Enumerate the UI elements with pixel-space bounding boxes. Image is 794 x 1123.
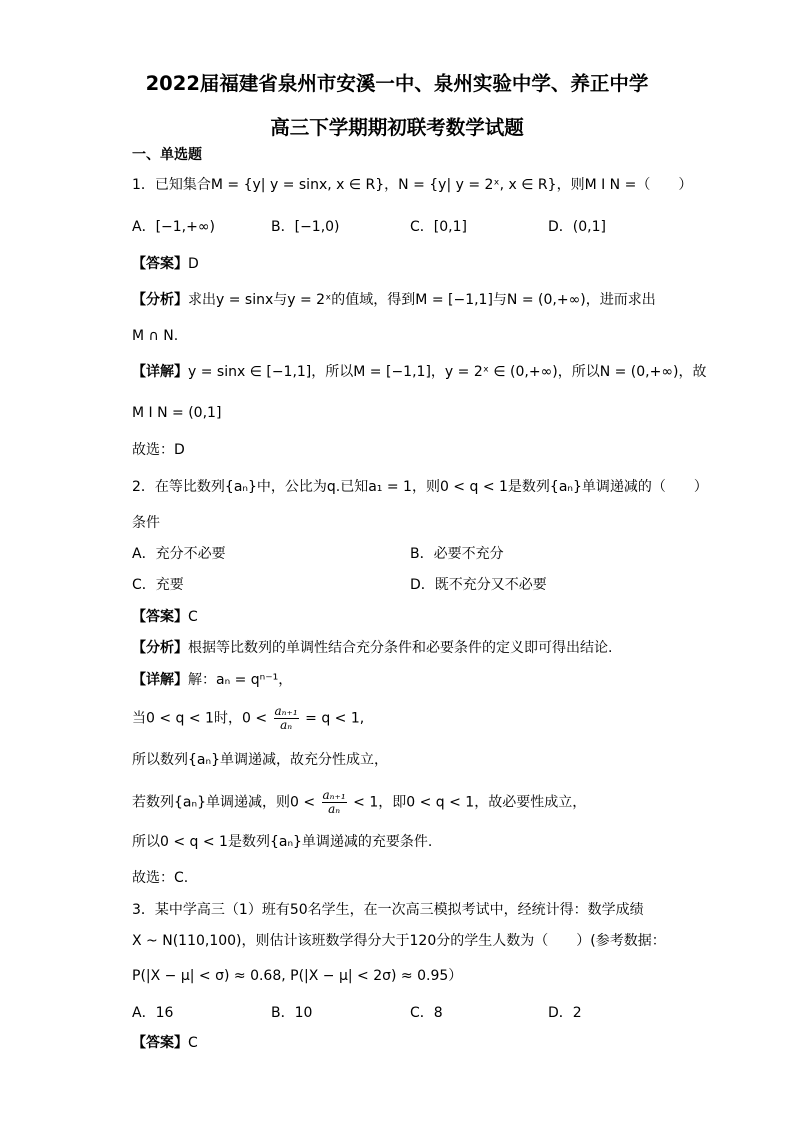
q2-option-b: B．必要不充分 [410, 546, 504, 562]
q1-option-b: B．[−1,0) [271, 219, 340, 235]
answer-tag: 【答案】 [132, 1035, 188, 1051]
fraction [322, 789, 347, 816]
q2-stem-1: 2．在等比数列{aₙ}中，公比为q.已知a₁ = 1，则0 < q < 1是数列{aₙ}单调递减的（ ） [132, 479, 708, 495]
q2-detail-row [132, 670, 292, 690]
q2-detail-4 [132, 789, 586, 816]
q3-answer: C [188, 1035, 198, 1051]
q2-option-c: C．充要 [132, 577, 184, 593]
doc-title-line1: 2022届福建省泉州市安溪一中、泉州实验中学、养正中学 [145, 72, 649, 95]
q1-analysis-row [132, 290, 656, 310]
q2-answer: C [188, 609, 198, 625]
q1-stem: 1．已知集合M = {y| y = sinx, x ∈ R}，N = {y| y = 2ˣ, x ∈ R}，则M I N =（ ） [132, 177, 693, 193]
q1-option-a: A．[−1,+∞) [132, 219, 215, 235]
doc-title-line2: 高三下学期期初联考数学试题 [270, 116, 524, 139]
q3-option-c: C．8 [410, 1005, 443, 1021]
q1-analysis-2: M ∩ N. [132, 328, 179, 344]
detail-tag: 【详解】 [132, 364, 188, 380]
q2-analysis-row [132, 638, 612, 658]
q2-detail-2b: = q < 1, [305, 710, 365, 727]
q2-detail-3: 所以数列{aₙ}单调递减，故充分性成立， [132, 752, 388, 768]
q2-choose: 故选：C. [132, 870, 189, 886]
q2-stem-2: 条件 [132, 515, 160, 531]
q2-answer-row [132, 607, 198, 627]
q1-answer-row [132, 254, 199, 274]
section-heading: 一、单选题 [132, 147, 202, 163]
q3-option-d: D．2 [548, 1005, 582, 1021]
fraction-numerator: aₙ₊₁ [322, 788, 346, 802]
q3-stem-1: 3．某中学高三（1）班有50名学生，在一次高三模拟考试中，经统计得：数学成绩 [132, 902, 644, 918]
fraction [274, 705, 299, 732]
q3-stem-3: P(|X − μ| < σ) ≈ 0.68, P(|X − μ| < 2σ) ≈ 0.95） [132, 968, 463, 984]
q2-detail-1: 解：aₙ = qⁿ⁻¹， [188, 672, 293, 688]
analysis-tag: 【分析】 [132, 640, 188, 656]
q1-answer: D [188, 256, 199, 272]
q1-choose: 故选：D [132, 442, 185, 458]
q3-option-a: A．16 [132, 1005, 174, 1021]
q1-option-c: C．[0,1] [410, 219, 467, 235]
fraction-denominator: aₙ [280, 718, 293, 732]
q1-detail-1: y = sinx ∈ [−1,1]，所以M = [−1,1]，y = 2ˣ ∈ (0,+∞)，所以N = (0,+∞)，故 [188, 364, 707, 380]
q1-analysis-1: 求出y = sinx与y = 2ˣ的值域，得到M = [−1,1]与N = (0,+∞)，进而求出 [188, 292, 656, 308]
q3-option-b: B．10 [271, 1005, 313, 1021]
analysis-tag: 【分析】 [132, 292, 188, 308]
q2-detail-5: 所以0 < q < 1是数列{aₙ}单调递减的充要条件. [132, 834, 433, 850]
fraction-numerator: aₙ₊₁ [274, 704, 298, 718]
q2-detail-4a: 若数列{aₙ}单调递减，则0 < [132, 794, 316, 811]
answer-tag: 【答案】 [132, 609, 188, 625]
answer-tag: 【答案】 [132, 256, 188, 272]
fraction-denominator: aₙ [328, 802, 341, 816]
q3-stem-2: X ~ N(110,100)，则估计该班数学得分大于120分的学生人数为（ ）(参考数据： [132, 933, 666, 949]
q1-detail-row [132, 362, 707, 382]
q2-analysis: 根据等比数列的单调性结合充分条件和必要条件的定义即可得出结论. [188, 640, 613, 656]
q1-detail-2: M I N = (0,1] [132, 405, 222, 421]
q3-answer-row [132, 1033, 198, 1053]
q2-detail-4b: < 1，即0 < q < 1，故必要性成立， [353, 794, 587, 811]
q2-option-d: D．既不充分又不必要 [410, 577, 547, 593]
q2-detail-2 [132, 705, 364, 732]
q2-detail-2a: 当0 < q < 1时，0 < [132, 710, 268, 727]
q1-option-d: D．(0,1] [548, 219, 606, 235]
q2-option-a: A．充分不必要 [132, 546, 226, 562]
detail-tag: 【详解】 [132, 672, 188, 688]
